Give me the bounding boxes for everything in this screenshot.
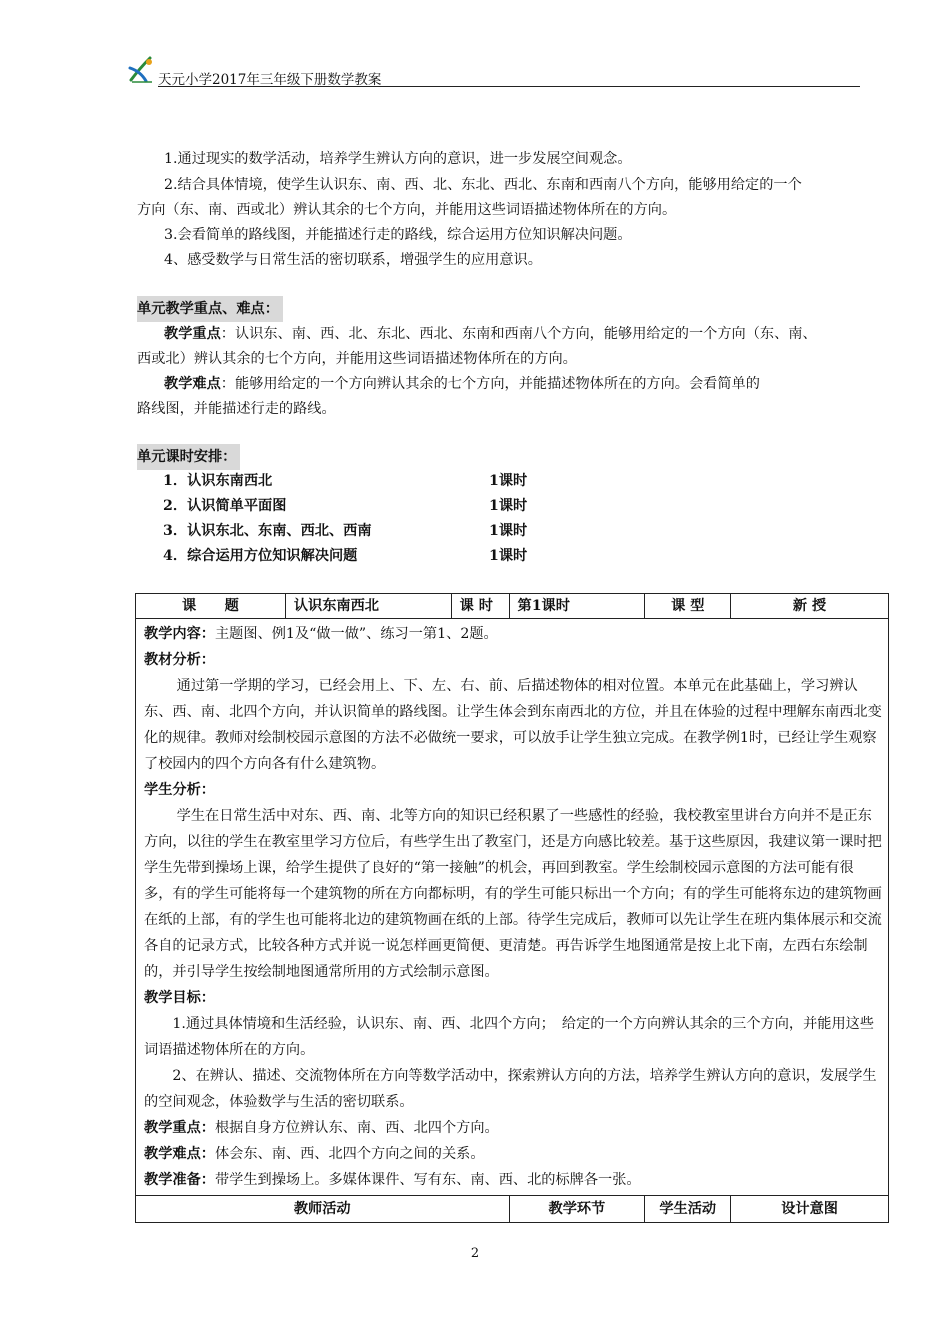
goal-line: 4、感受数学与日常生活的密切联系，增强学生的应用意识。 [164, 252, 542, 268]
tianyuan-logo-icon [128, 54, 156, 84]
textbook-heading: 教材分析： [144, 652, 215, 668]
schedule-item: 4．综合运用方位知识解决问题 1课时 [163, 548, 528, 564]
schedule-list [163, 469, 623, 569]
key-line: 教学重点：根据自身方位辨认东、南、西、北四个方向。 [144, 1120, 499, 1136]
period-value: 第1课时 [509, 594, 645, 619]
difficulty-line: 路线图，并能描述行走的路线。 [137, 401, 336, 417]
lesson-body-row [136, 619, 889, 1196]
student-analysis: 学生在日常生活中对东、西、南、北等方向的知识已经积累了一些感性的经验，我校教室里讲台方向并不是正东方向，以往的学生在教室里学习方位后，有些学生出了教室门，还是方向感比较差。基于这些原因，我建议第一课时把学生先带到操场上课，给学生提供了良好的“第一接触”的机会，再回到教室。学生绘制校园示意图的方法可能有很多，有的学生可能将每一个建筑物的所在方向都标明，有的学生可能只标出一个方向；有的学生可能将东边的建筑物画在纸的上部，有的学生也可能将北边的建筑物画在纸的上部。待学生完成后，教师可以先让学生在班内集体展示和交流各自的记录方式，比较各种方式并说一说怎样画更简便、更清楚。再告诉学生地图通常是按上北下南，左西右东绘制的，并引导学生按绘制地图通常所用的方式绘制示意图。 [144, 808, 882, 980]
student-heading: 学生分析： [144, 782, 215, 798]
page-header [128, 52, 860, 88]
activity-header-row [136, 1196, 889, 1223]
goal-line: 2.结合具体情境，使学生认识东、南、西、北、东北、西北、东南和西南八个方向，能够用给定的一个 [164, 177, 802, 193]
student-activity-header: 学生活动 [645, 1196, 731, 1223]
key-point-line: 教学重点：认识东、南、西、北、东北、西北、东南和西南八个方向，能够用给定的一个方向（东、南、 [164, 326, 817, 342]
type-value: 新 授 [731, 594, 889, 619]
goal-line: 3.会看简单的路线图，并能描述行走的路线，综合运用方位知识解决问题。 [164, 227, 632, 243]
key-point-line: 西或北）辨认其余的七个方向，并能用这些词语描述物体所在的方向。 [137, 351, 577, 367]
objective-1: 1.通过具体情境和生活经验，认识东、南、西、北四个方向； 给定的一个方向辨认其余的三个方向，并能用这些词语描述物体所在的方向。 [144, 1016, 875, 1058]
difficulty-line: 教学难点：体会东、南、西、北四个方向之间的关系。 [144, 1146, 485, 1162]
textbook-analysis: 通过第一学期的学习，已经会用上、下、左、右、前、后描述物体的相对位置。本单元在此基础上，学习辨认东、西、南、北四个方向，并认识简单的路线图。让学生体会到东南西北的方位，并且在体验的过程中理解东南西北变化的规律。教师对绘制校园示意图的方法不必做统一要求，可以放手让学生独立完成。在教学例1时，已经让学生观察了校园内的四个方向各有什么建筑物。 [144, 678, 882, 772]
period-label: 课 时 [451, 594, 509, 619]
schedule-item: 1．认识东南西北 1课时 [163, 473, 528, 489]
teacher-activity-header: 教师活动 [136, 1196, 510, 1223]
schedule-heading: 单元课时安排： [137, 444, 240, 470]
goal-line: 1.通过现实的数学活动，培养学生辨认方向的意识，进一步发展空间观念。 [164, 151, 632, 167]
schedule-item: 3．认识东北、东南、西北、西南 1课时 [163, 523, 528, 539]
header-divider [158, 86, 860, 87]
page-number: 2 [470, 1246, 480, 1261]
topic-label: 课 题 [136, 594, 286, 619]
type-label: 课 型 [645, 594, 731, 619]
lesson-plan-table [135, 593, 889, 1223]
key-points-heading: 单元教学重点、难点： [137, 296, 283, 322]
goal-line: 方向（东、南、西或北）辨认其余的七个方向，并能用这些词语描述物体所在的方向。 [137, 202, 677, 218]
header-title: 天元小学2017年三年级下册数学教案 [158, 72, 382, 88]
schedule-item: 2．认识简单平面图 1课时 [163, 498, 528, 514]
teaching-stage-header: 教学环节 [509, 1196, 645, 1223]
prep-line: 教学准备：带学生到操场上。多媒体课件、写有东、南、西、北的标牌各一张。 [144, 1172, 641, 1188]
lesson-body [136, 619, 889, 1196]
lesson-header-row [136, 594, 889, 619]
objective-2: 2、在辨认、描述、交流物体所在方向等数学活动中，探索辨认方向的方法，培养学生辨认方向的意识，发展学生的空间观念，体验数学与生活的密切联系。 [144, 1068, 877, 1110]
difficulty-line: 教学难点：能够用给定的一个方向辨认其余的七个方向，并能描述物体所在的方向。会看简单的 [164, 376, 760, 392]
content-line: 教学内容：主题图、例1及“做一做”、练习一第1、2题。 [144, 626, 498, 642]
design-intent-header: 设计意图 [731, 1196, 889, 1223]
topic-value: 认识东南西北 [285, 594, 451, 619]
objective-heading: 教学目标： [144, 990, 215, 1006]
